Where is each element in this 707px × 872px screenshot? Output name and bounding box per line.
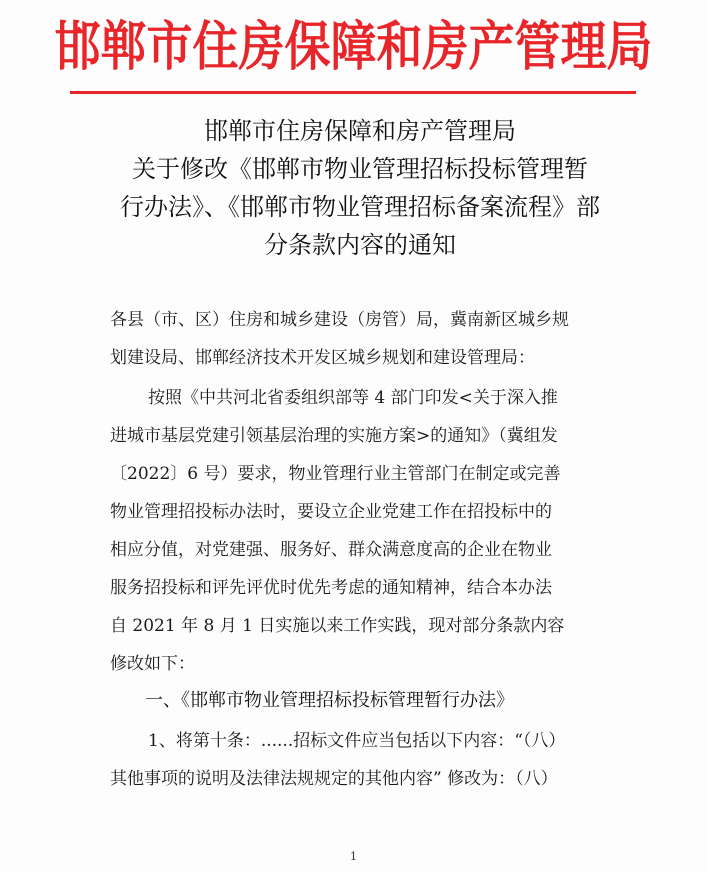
section-1-heading: 一、《邯郸市物业管理招标投标管理暂行办法》 (145, 690, 514, 711)
paragraph-1-line-4: 物业管理招投标办法时，要设立企业党建工作在招投标中的 (110, 502, 552, 522)
paragraph-1-line-6: 服务招投标和评先评优时优先考虑的通知精神，结合本办法 (110, 578, 552, 598)
notice-title (90, 112, 630, 264)
notice-title-line-2: 关于修改《邯郸市物业管理招标投标管理暂 (132, 155, 588, 183)
item-1-line-2: 其他事项的说明及法律法规规定的其他内容” 修改为：（八） (110, 769, 558, 789)
addressee-line-2: 划建设局、邯郸经济技术开发区城乡规划和建设管理局： (110, 348, 535, 368)
page-number: 1 (350, 850, 357, 863)
notice-title-line-4: 分条款内容的通知 (264, 231, 456, 259)
paragraph-1-line-5: 相应分值，对党建强、服务好、群众满意度高的企业在物业 (110, 540, 552, 560)
addressee-line-1: 各县（市、区）住房和城乡建设（房管）局，冀南新区城乡规 (110, 310, 569, 330)
letterhead-title: 邯郸市住房保障和房产管理局 (54, 15, 653, 78)
paragraph-1-line-7: 自 2021 年 8 月 1 日实施以来工作实践，现对部分条款内容 (110, 616, 565, 636)
notice-title-line-1: 邯郸市住房保障和房产管理局 (204, 117, 516, 145)
paragraph-1-line-2: 进城市基层党建引领基层治理的实施方案>的通知》（冀组发 (110, 426, 558, 446)
notice-title-line-3: 行办法》、《邯郸市物业管理招标备案流程》部 (120, 193, 600, 221)
paragraph-1-line-3: 〔2022〕6 号）要求，物业管理行业主管部门在制定或完善 (110, 464, 561, 484)
letterhead-red-rule (70, 91, 636, 94)
paragraph-1-line-1: 按照《中共河北省委组织部等 4 部门印发<关于深入推 (148, 388, 558, 408)
item-1-line-1: 1、将第十条：......招标文件应当包括以下内容：“（八） (148, 731, 566, 751)
paragraph-1-line-8: 修改如下： (110, 654, 195, 674)
